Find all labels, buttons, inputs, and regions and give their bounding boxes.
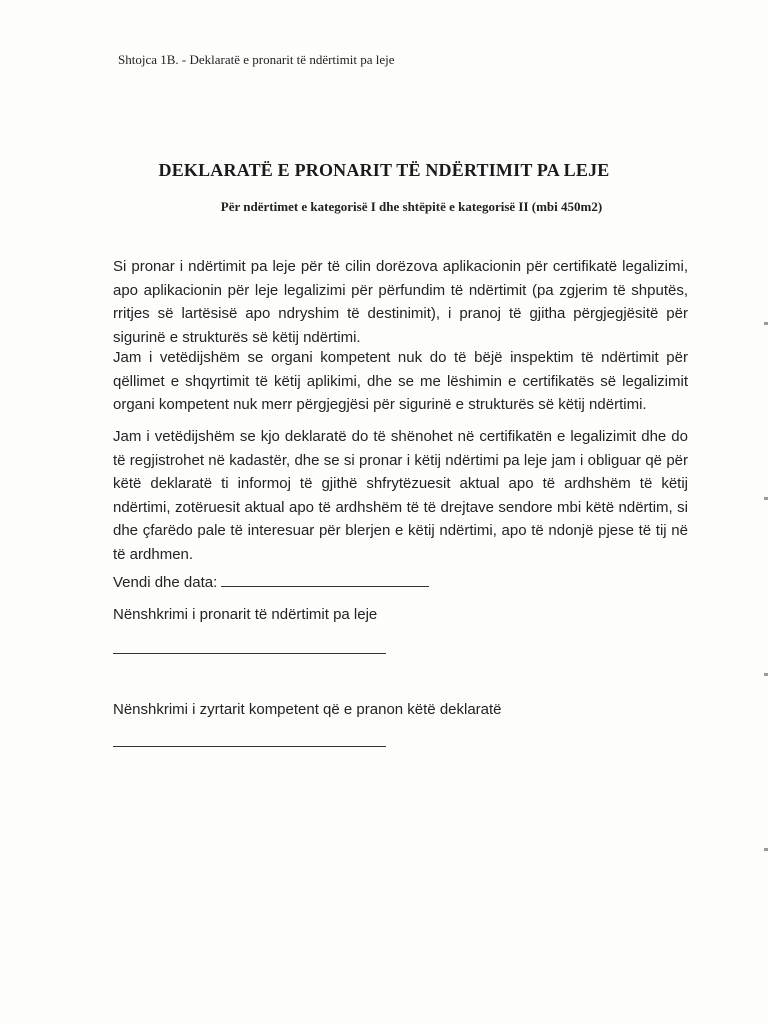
- owner-signature-label: Nënshkrimi i pronarit të ndërtimit pa leje: [113, 606, 378, 623]
- paragraph-responsibility: Si pronar i ndërtimit pa leje për të cilin dorëzova aplikacionin për certifikatë legalizimi, apo aplikacionin për leje legalizimi për përfundim të ndërtimit (pa zgjerim të shputës, rritjes së lartësisë apo ndryshim të destinimit), i pranoj të gjitha përgjegjësitë për sigurinë e strukturës së këtij ndërtimi.: [113, 258, 688, 346]
- place-date-row: [113, 572, 429, 591]
- scan-edge-mark: [764, 848, 768, 851]
- document-subtitle: Për ndërtimet e kategorisë I dhe shtëpitë e kategorisë II (mbi 450m2): [220, 199, 603, 214]
- paragraph-no-inspection: Jam i vetëdijshëm se organi kompetent nuk do të bëjë inspektim të ndërtimit për qëllimet e shqyrtimit të këtij aplikimi, dhe se me lëshimin e certifikatës së legalizimit organi kompetent nuk merr përgjegjësi për sigurinë e strukturës së këtij ndërtimi.: [113, 349, 688, 413]
- scan-edge-mark: [764, 673, 768, 676]
- document-title: DEKLARATË E PRONARIT TË NDËRTIMIT PA LEJE: [158, 160, 610, 180]
- scan-edge-mark: [764, 497, 768, 500]
- scan-edge-mark: [764, 322, 768, 325]
- paragraph-cadastre-registration: Jam i vetëdijshëm se kjo deklaratë do të shënohet në certifikatën e legalizimit dhe do të regjistrohet në kadastër, dhe se si pronar i këtij ndërtimi pa leje jam i obliguar që për këtë deklaratë ti informoj të gjithë shfrytëzuesit aktual apo të ardhshëm të këtij ndërtimi, zotëruesit aktual apo të ardhshëm të të drejtave sendore mbi këtë ndërtim, si dhe çfarëdo pale të interesuar për blerjen e këtij ndërtimi, apo të ndonjë pjese të tij në të ardhmen.: [113, 428, 688, 563]
- owner-signature-line: [113, 653, 386, 654]
- place-date-blank-line: [221, 572, 429, 587]
- place-date-label: Vendi dhe data:: [113, 574, 218, 591]
- official-signature-line: [113, 746, 386, 747]
- annex-label: Shtojca 1B. - Deklaratë e pronarit të ndërtimit pa leje: [118, 52, 395, 67]
- official-signature-label: Nënshkrimi i zyrtarit kompetent që e pranon këtë deklaratë: [113, 701, 502, 718]
